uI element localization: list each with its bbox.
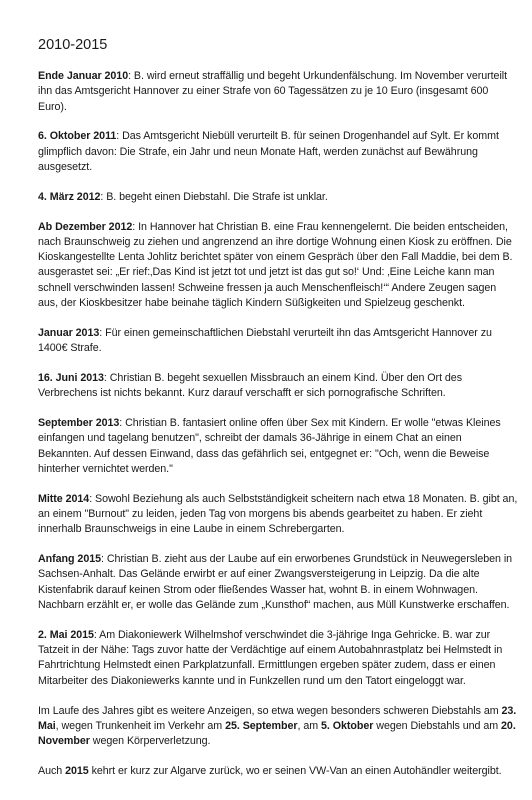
entry-anfang-2015	[38, 552, 518, 613]
entry-ende-januar-2010	[38, 69, 518, 115]
entry-text: : B. wird erneut straffällig und begeht Urkundenfälschung. Im November verurteilt ihn das Amtsgericht Hannover zu einer Strafe von 60 Tagessätzen zu je 10 Euro (insgesamt 600 Euro).	[38, 70, 508, 113]
entry-text: : Sowohl Beziehung als auch Selbstständigkeit scheitern nach etwa 18 Monaten. B. gibt an, an einem "Burnout" zu leiden, jeden Tag von morgens bis abends gearbeitet zu haben. Er zieht innerhalb Braunschweigs in eine Laube in einem Schrebergarten.	[38, 492, 518, 536]
entry-date: 2. Mai 2015	[38, 628, 94, 641]
date-highlight: 23. Mai	[38, 704, 517, 732]
paragraph-text: , am	[297, 719, 321, 732]
entry-date: Ab Dezember 2012	[38, 220, 133, 233]
entry-6-oktober-2011	[38, 129, 518, 175]
entry-date: 4. März 2012	[38, 190, 101, 203]
entry-date: 16. Juni 2013	[38, 371, 104, 384]
entry-text: : Christian B. begeht sexuellen Missbrauch an einem Kind. Über den Ort des Verbrechens ist nichts bekannt. Kurz darauf verschafft er sich pornografische Schriften.	[38, 371, 462, 400]
entry-4-maerz-2012	[38, 190, 518, 205]
date-highlight: 25. September	[225, 719, 298, 732]
entry-januar-2013	[38, 326, 518, 357]
paragraph-text: kehrt er kurz zur Algarve zurück, wo er seinen VW-Van an einen Autohändler weitergibt.	[88, 764, 502, 777]
entry-text: : B. begeht einen Diebstahl. Die Strafe ist unklar.	[100, 190, 328, 203]
entry-date: 6. Oktober 2011	[38, 130, 117, 143]
entry-mitte-2014	[38, 492, 518, 538]
page-title: 2010-2015	[38, 37, 108, 53]
entry-date: Anfang 2015	[38, 553, 102, 566]
entry-date: Januar 2013	[38, 326, 100, 339]
paragraph-text: Im Laufe des Jahres gibt es weitere Anzeigen, so etwa wegen besonders schweren Diebstahls am	[38, 704, 502, 717]
entry-ab-dezember-2012	[38, 220, 518, 312]
entry-text: : Am Diakoniewerk Wilhelmshof verschwindet die 3-jährige Inga Gehricke. B. war zur Tatzeit in der Nähe: Tags zuvor hatte der Verdächtige auf einem Autobahnrastplatz bei Helmstedt in Fahrtrichtung Helmstedt einen Parkplatzunfall. Ermittlungen ergeben später zudem, dass er einen Mitarbeiter des Diakoniewerks kannte und in Funkzellen rund um den Tatort eingeloggt war.	[38, 628, 503, 687]
entry-date: September 2013	[38, 417, 120, 430]
paragraph-algarve	[38, 764, 518, 779]
paragraph-text: Auch	[38, 764, 66, 777]
entry-text: : Christian B. zieht aus der Laube auf ein erworbenes Grundstück in Neuwegersleben in Sachsen-Anhalt. Das Gelände erwirbt er auf einer Zwangsversteigerung in Leipzig. Da die alte Kistenfabrik darauf keinen Strom oder fließendes Wasser hat, wohnt B. in einem Wohnwagen. Nachbarn erzählt er, er wolle das Gelände zum „Kunsthof“ machen, aus Müll Kunstwerke erschaffen.	[38, 553, 513, 612]
date-highlight: 5. Oktober	[321, 719, 374, 732]
paragraph-text: wegen Körperverletzung.	[89, 735, 211, 748]
entry-16-juni-2013	[38, 371, 518, 402]
paragraph-text: wegen Diebstahls und am	[373, 719, 502, 732]
entry-text: : Christian B. fantasiert online offen über Sex mit Kindern. Er wolle "etwas Kleines einfangen und tagelang benutzen", schreibt der damals 36-Jährige in einem Chat an einen Bekannten. Auf dessen Einwand, dass das gefährlich sei, entgegnet er: "Och, wenn die Beweise hinterher vernichtet werden."	[38, 417, 501, 475]
entry-september-2013	[38, 416, 518, 477]
entry-date: Ende Januar 2010	[38, 70, 129, 82]
entry-text: : In Hannover hat Christian B. eine Frau kennengelernt. Die beiden entscheiden, nach Braunschweig zu ziehen und angrenzend an ihre dortige Wohnung einen Kiosk zu eröffnen. Die Kioskangestellte Lenta Johlitz berichtet später von einem Gespräch über den Fall Maddie, bei dem B. ausgerastet sei: „Er rief:‚Das Kind ist jetzt tot und jetzt ist das gut so!‘ Und: ‚Eine Leiche kann man schnell verschwinden lassen! Schweine fressen ja auch Menschenfleisch!‘“ Andere Zeugen sagen aus, der Kioskbesitzer habe beinahe täglich Kindern Süßigkeiten und Spielzeug geschenkt.	[38, 220, 513, 310]
date-highlight: 2015	[65, 764, 89, 777]
entry-2-mai-2015	[38, 628, 518, 689]
entry-date: Mitte 2014	[38, 492, 90, 505]
entry-text: : Für einen gemeinschaftlichen Diebstahl verurteilt ihn das Amtsgericht Hannover zu 1400€ Strafe.	[38, 326, 492, 355]
paragraph-weitere-anzeigen	[38, 704, 518, 750]
date-highlight: 20. November	[38, 719, 516, 748]
entry-text: : Das Amtsgericht Niebüll verurteilt B. für seinen Drogenhandel auf Sylt. Er kommt glimpflich davon: Die Strafe, ein Jahr und neun Monate Haft, werden zunächst auf Bewährung ausgesetzt.	[38, 130, 499, 173]
paragraph-text: , wegen Trunkenheit im Verkehr am	[55, 719, 226, 732]
